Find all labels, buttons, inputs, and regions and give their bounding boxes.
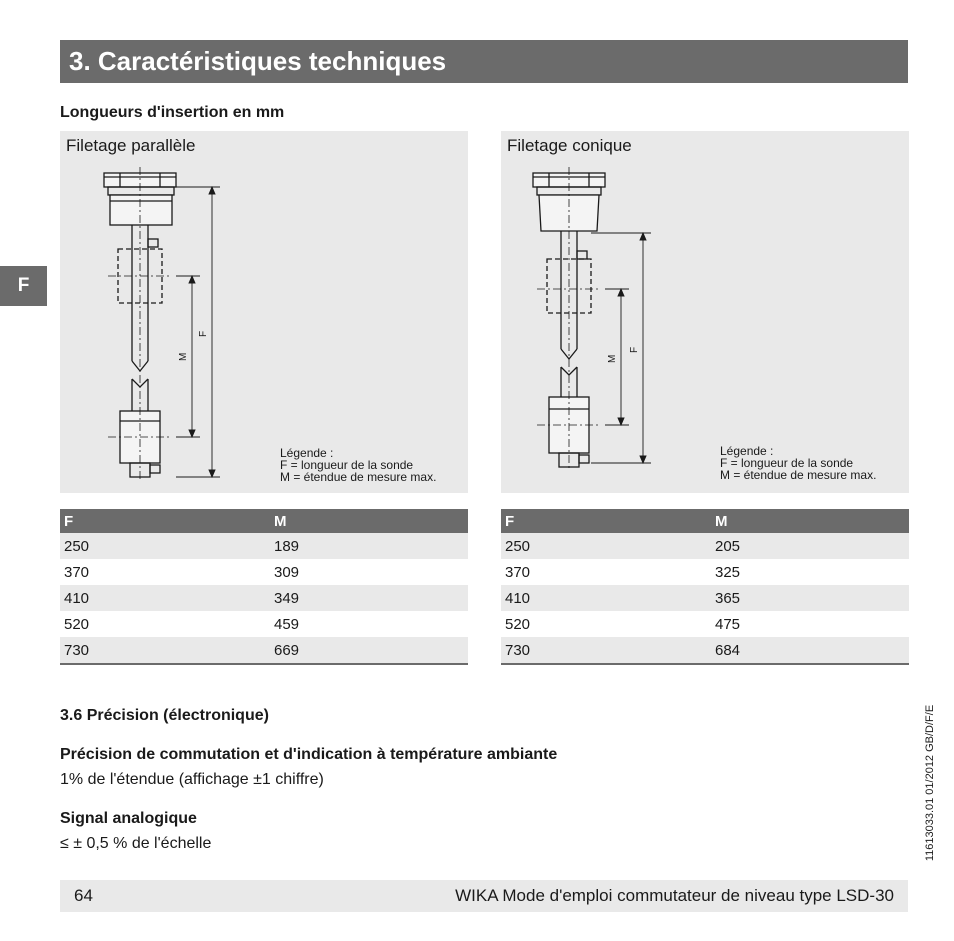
cell-m: 459 <box>274 615 300 633</box>
table-row <box>501 533 909 559</box>
document-id <box>922 684 938 882</box>
conical-thread-legend <box>720 445 876 481</box>
col-header-m: M <box>711 509 909 533</box>
legend-title: Légende : <box>720 444 774 458</box>
legend-m: M = étendue de mesure max. <box>720 468 877 482</box>
table-header <box>60 509 468 533</box>
table-row <box>501 559 909 585</box>
cell-f: 520 <box>64 615 90 633</box>
footer-title: WIKA Mode d'emploi commutateur de niveau type LSD-30 <box>455 886 894 905</box>
table-row <box>501 637 909 664</box>
language-tab: F <box>0 266 47 306</box>
col-header-f: F <box>60 509 270 533</box>
analog-signal-text: ≤ ± 0,5 % de l'échelle <box>60 835 212 852</box>
dim-label-m: M <box>178 352 189 361</box>
legend-f: F = longueur de la sonde <box>720 456 854 470</box>
conical-thread-diagram <box>501 131 909 493</box>
cell-f: 370 <box>505 563 531 581</box>
insertion-lengths-heading: Longueurs d'insertion en mm <box>60 104 285 121</box>
table-row <box>501 611 909 637</box>
document-id-text: 11613033.01 01/2012 GB/D/F/E <box>924 704 936 862</box>
dim-label-m: M <box>607 354 618 363</box>
cell-f: 370 <box>64 563 90 581</box>
cell-f: 250 <box>501 533 711 559</box>
cell-f: 250 <box>60 533 270 559</box>
conical-thread-panel <box>501 131 909 493</box>
page-number: 64 <box>74 886 93 905</box>
col-header-f: F <box>501 509 711 533</box>
cell-f: 410 <box>501 585 711 611</box>
precision-section-heading: 3.6 Précision (électronique) <box>60 707 269 724</box>
cell-m: 365 <box>711 585 909 611</box>
dim-label-f: F <box>629 346 640 353</box>
table-row <box>60 533 468 559</box>
table-row <box>60 637 468 664</box>
conical-thread-table <box>501 509 909 665</box>
parallel-thread-legend <box>280 447 436 483</box>
cell-f: 410 <box>60 585 270 611</box>
dim-label-f: F <box>198 330 209 337</box>
cell-m: 205 <box>711 533 909 559</box>
table-row <box>501 585 909 611</box>
cell-m: 475 <box>715 615 741 633</box>
legend-title: Légende : <box>280 446 334 460</box>
table-row <box>60 559 468 585</box>
section-title-bar <box>60 40 908 83</box>
cell-f: 730 <box>501 637 711 664</box>
cell-m: 189 <box>270 533 468 559</box>
parallel-thread-panel <box>60 131 468 493</box>
cell-m: 669 <box>270 637 468 664</box>
parallel-thread-table <box>60 509 468 665</box>
conical-thread-title: Filetage conique <box>507 136 632 155</box>
parallel-thread-diagram <box>60 131 468 493</box>
cell-f: 520 <box>505 615 531 633</box>
table-row <box>60 611 468 637</box>
col-header-m: M <box>270 509 468 533</box>
table-header <box>501 509 909 533</box>
cell-m: 349 <box>270 585 468 611</box>
page-footer <box>60 880 908 912</box>
cell-m: 325 <box>715 563 741 581</box>
table-row <box>60 585 468 611</box>
switching-accuracy-text: 1% de l'étendue (affichage ±1 chiffre) <box>60 771 324 788</box>
legend-f: F = longueur de la sonde <box>280 458 414 472</box>
parallel-thread-title: Filetage parallèle <box>66 136 196 155</box>
cell-f: 730 <box>60 637 270 664</box>
cell-m: 309 <box>274 563 300 581</box>
legend-m: M = étendue de mesure max. <box>280 470 437 484</box>
analog-signal-heading: Signal analogique <box>60 810 197 827</box>
page-title: 3. Caractéristiques techniques <box>69 46 447 76</box>
cell-m: 684 <box>711 637 909 664</box>
switching-accuracy-heading: Précision de commutation et d'indication à température ambiante <box>60 746 558 763</box>
